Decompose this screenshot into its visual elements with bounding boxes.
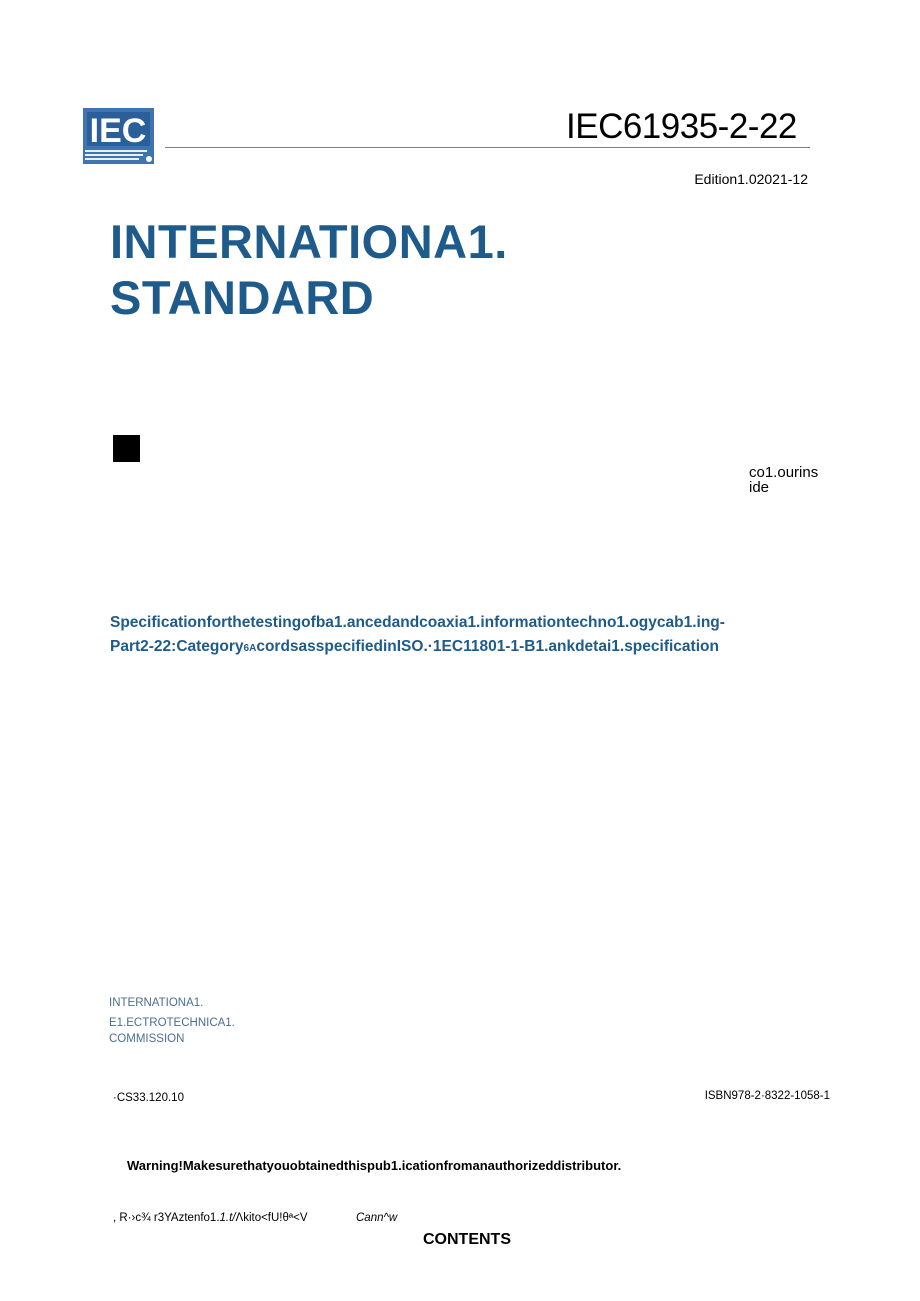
title-line-2: STANDARD (110, 271, 375, 324)
logo-text: IEC (89, 112, 147, 150)
subtitle-line-1: Specificationforthetestingofba1.ancedandcoaxia1.informationtechno1.ogycab1.ing- (110, 614, 725, 631)
org-line-1: INTERNATIONA1. (109, 997, 204, 1009)
subtitle-line-2-prefix: Part2-22:Category (110, 638, 244, 655)
ics-code: ·CS33.120.10 (113, 1092, 184, 1104)
iec-logo (83, 108, 154, 164)
footer-note-1 (113, 1212, 308, 1224)
warning-text: Warning!Makesurethatyouobtainedthispub1.icationfromanauthorizeddistributor. (127, 1158, 622, 1173)
colour-inside-note: co1.ourins ide (749, 464, 819, 496)
subtitle-line-2-suffix: cordsasspecifiedinISO.·1EC11801-1-B1.ankdetai1.specification (256, 638, 719, 655)
black-square-marker (113, 435, 140, 462)
footer-note-1-italic: 1.t/ (219, 1212, 236, 1224)
org-line-2: E1.ECTROTECHNICA1. (109, 1017, 235, 1029)
document-number: IEC61935-2-22 (566, 107, 797, 146)
subtitle-category-6a: 6A (243, 643, 257, 654)
footer-note-1-rest: Λkito<fU!θª<V (235, 1212, 308, 1224)
subtitle-line-2 (110, 638, 719, 656)
isbn: ISBN978-2·8322-1058-1 (704, 1090, 830, 1102)
footer-note-2: Cann^w (356, 1212, 398, 1224)
contents-heading: CONTENTS (423, 1231, 511, 1248)
title-line-1: INTERNATIONA1. (110, 215, 508, 268)
org-line-3: COMMISSION (109, 1033, 185, 1045)
footer-note-1-start: , R·›c¾ r3YAztenfo1. (113, 1212, 220, 1224)
iec-logo-mark (83, 108, 154, 164)
header-rule (165, 147, 810, 148)
edition-label: Edition1.02021-12 (694, 171, 808, 187)
